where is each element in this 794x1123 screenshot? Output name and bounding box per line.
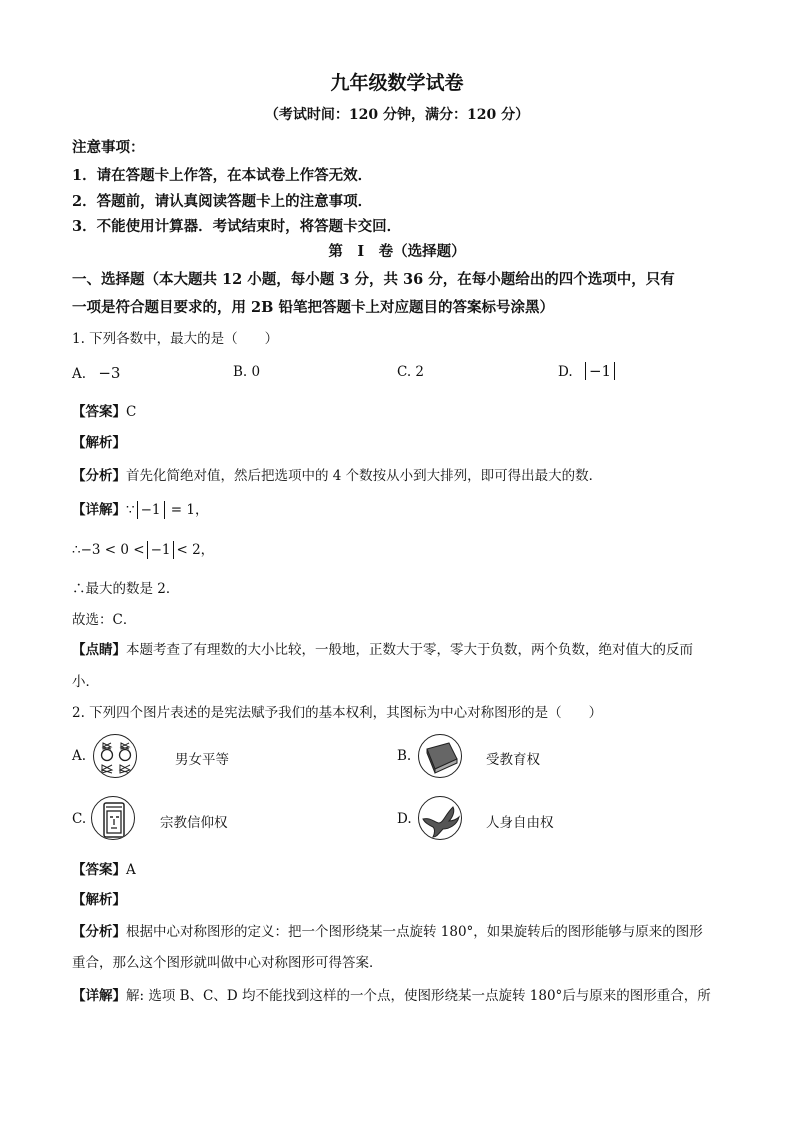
statue-icon xyxy=(91,796,135,840)
note-item: 3．不能使用计算器．考试结束时，将答题卡交回． xyxy=(72,218,402,235)
note-item: 2．答题前，请认真阅读答题卡上的注意事项． xyxy=(72,193,373,210)
q1-stem: 1. 下列各数中，最大的是（ ） xyxy=(72,331,279,347)
detail-tag: 【详解】 xyxy=(72,502,126,518)
q1-answer xyxy=(72,400,136,420)
q2-option-d-label: D. xyxy=(397,811,412,827)
answer-tag: 【答案】 xyxy=(72,862,126,878)
book-icon xyxy=(418,734,462,778)
q1-detail xyxy=(72,498,208,519)
q1-dianjing xyxy=(72,638,722,658)
fenxi-tag: 【分析】 xyxy=(72,468,126,484)
q1-step4: 故选：C． xyxy=(72,612,137,628)
fenxi-text: 首先化简绝对值，然后把选项中的 4 个数按从小到大排列，即可得出最大的数． xyxy=(126,468,603,484)
q1-option-d-label: D. xyxy=(558,364,573,380)
gender-equality-icon xyxy=(93,734,137,778)
q2-detail xyxy=(72,984,722,1004)
q1-option-c: C. 2 xyxy=(397,364,425,380)
q2-option-a-text: 男女平等 xyxy=(175,752,229,768)
answer-tag: 【答案】 xyxy=(72,404,126,420)
step2-pre: ∴−3 < 0 < xyxy=(72,542,145,558)
q2-option-b-text: 受教育权 xyxy=(486,752,540,768)
q1-option-a xyxy=(72,364,120,382)
q2-option-a-label: A. xyxy=(72,748,87,764)
q1-step2 xyxy=(72,538,214,559)
because-symbol: ∵ xyxy=(126,502,135,518)
q1-option-d-value: −1 xyxy=(585,362,615,380)
q2-stem: 2. 下列四个图片表述的是宪法赋予我们的基本权利，其图标为中心对称图形的是（ ） xyxy=(72,705,603,721)
dianjing-text: 本题考查了有理数的大小比较，一般地，正数大于零，零大于负数，两个负数，绝对值大的反而 xyxy=(126,642,693,658)
notes-heading: 注意事项： xyxy=(72,139,145,156)
abs-expression: −1 xyxy=(147,541,175,559)
q2-fenxi xyxy=(72,920,722,940)
q1-dianjing-line2: 小． xyxy=(72,674,99,690)
fenxi-text: 根据中心对称图形的定义：把一个图形绕某一点旋转 180°，如果旋转后的图形能够与原来的图形 xyxy=(126,924,703,940)
page-title: 九年级数学试卷 xyxy=(330,72,464,94)
q2-option-b-label: B. xyxy=(397,748,412,764)
q1-option-a-value: −3 xyxy=(98,364,121,382)
fenxi-tag: 【分析】 xyxy=(72,924,126,940)
q1-option-d xyxy=(558,362,617,380)
bird-icon xyxy=(418,796,462,840)
detail-tag: 【详解】 xyxy=(72,988,126,1004)
answer-value: A xyxy=(126,862,136,878)
detail-text: 解: 选项 B、C、D 均不能找到这样的一个点，使图形绕某一点旋转 180°后与原来的图形重合，所 xyxy=(126,988,711,1004)
analysis-tag: 【解析】 xyxy=(72,892,126,908)
note-item: 1．请在答题卡上作答，在本试卷上作答无效． xyxy=(72,167,373,184)
analysis-tag: 【解析】 xyxy=(72,435,126,451)
q2-fenxi-line2: 重合，那么这个图形就叫做中心对称图形可得答案． xyxy=(72,955,383,971)
q1-option-b: B. 0 xyxy=(233,364,261,380)
q1-fenxi xyxy=(72,464,602,484)
q1-option-a-label: A. xyxy=(72,366,87,382)
abs-expression: −1 xyxy=(137,501,165,519)
step2-post: < 2， xyxy=(176,542,215,558)
section-heading-line1: 一、选择题（本大题共 12 小题，每小题 3 分，共 36 分，在每小题给出的四个选项中，只有 xyxy=(72,271,675,288)
exam-subtitle: （考试时间：120 分钟，满分：120 分） xyxy=(264,107,530,123)
answer-value: C xyxy=(126,404,137,420)
section-heading-line2: 一项是符合题目要求的，用 2B 铅笔把答题卡上对应题目的答案标号涂黑） xyxy=(72,299,554,316)
q2-answer xyxy=(72,858,136,878)
q1-step3: ∴最大的数是 2． xyxy=(72,581,180,597)
q2-option-c-text: 宗教信仰权 xyxy=(160,815,228,831)
detail-equation: = 1， xyxy=(166,502,209,518)
q2-option-c-label: C. xyxy=(72,811,87,827)
q2-option-d-text: 人身自由权 xyxy=(486,815,554,831)
dianjing-tag: 【点睛】 xyxy=(72,642,126,658)
part-title: 第 I 卷（选择题） xyxy=(328,243,466,260)
